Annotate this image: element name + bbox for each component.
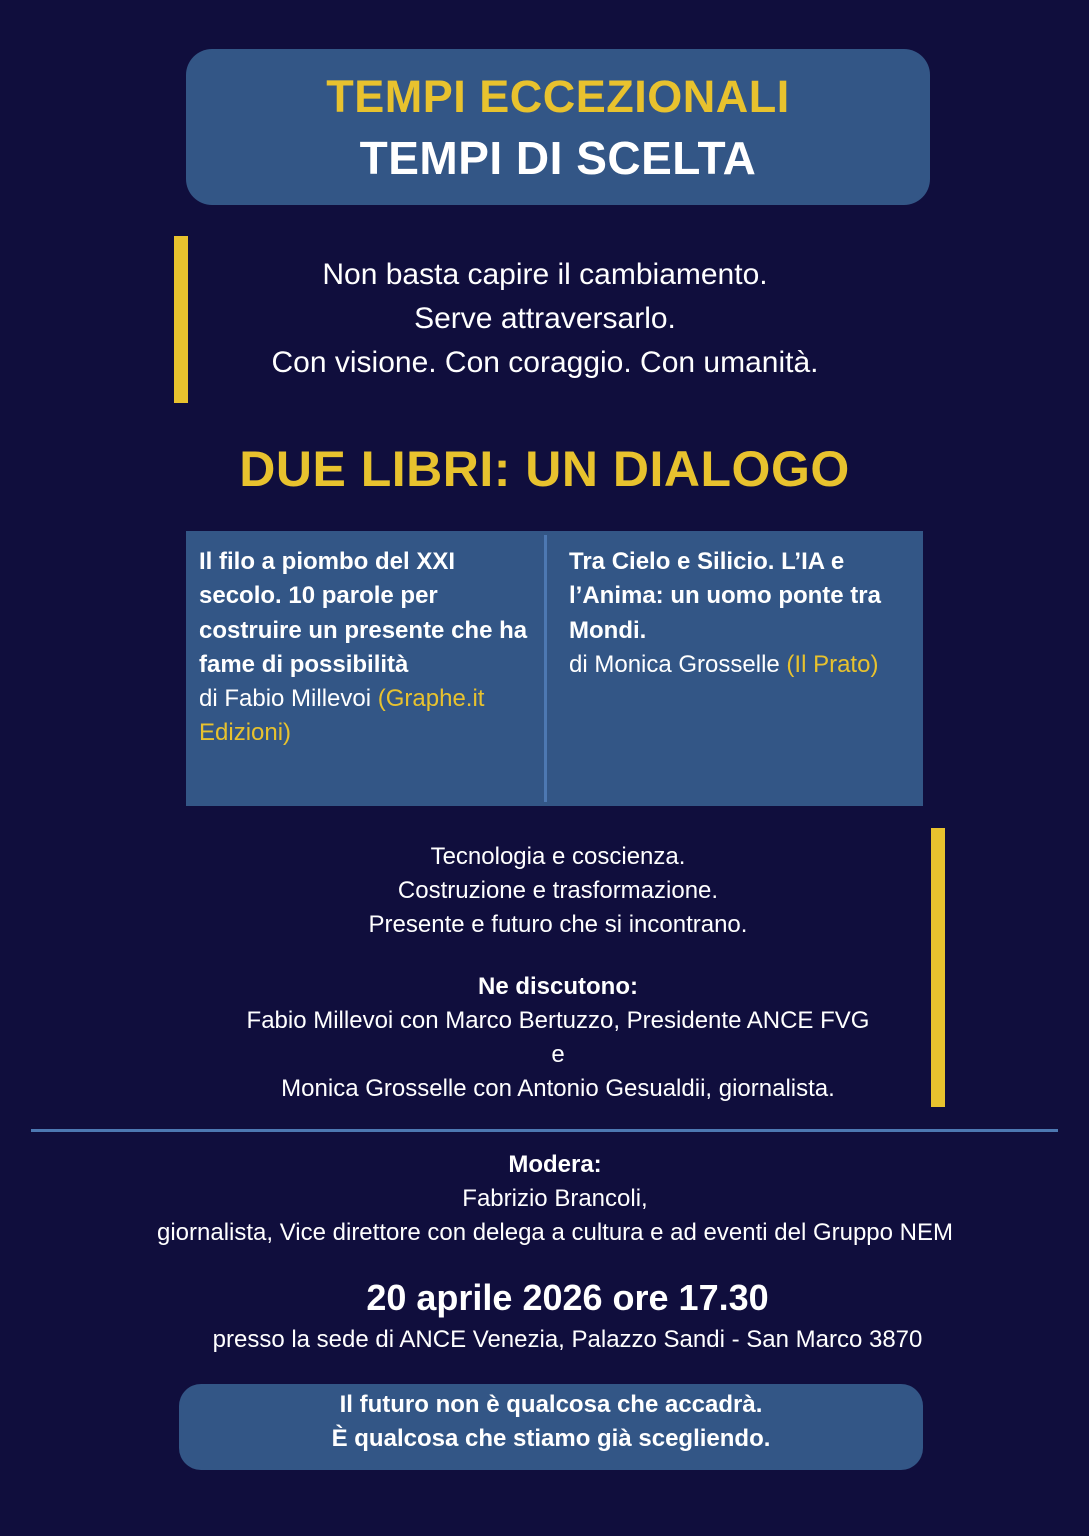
intro-line: Con visione. Con coraggio. Con umanità.: [271, 346, 819, 379]
themes-text: [186, 840, 930, 942]
themes-line: Tecnologia e coscienza.: [430, 843, 686, 870]
closing-quote-line: È qualcosa che stiamo già scegliendo.: [331, 1425, 771, 1452]
moderator-name: Fabrizio Brancoli,: [462, 1185, 648, 1212]
accent-bar-left: [174, 236, 188, 403]
discussion-line: e: [551, 1041, 565, 1068]
book-publisher: (Il Prato): [786, 650, 879, 678]
header-banner: [186, 49, 930, 205]
intro-line: Non basta capire il cambiamento.: [322, 258, 768, 291]
intro-line: Serve attraversarlo.: [414, 302, 676, 335]
header-title-line2: TEMPI DI SCELTA: [359, 132, 757, 184]
discussion-heading: Ne discutono:: [478, 973, 638, 1000]
book-author: di Fabio Millevoi: [199, 685, 372, 713]
discussion-line: Monica Grosselle con Antonio Gesualdii, giornalista.: [281, 1075, 835, 1102]
header-title-line1: TEMPI ECCEZIONALI: [326, 71, 790, 122]
discussion-block: [186, 970, 930, 1106]
book-author: di Monica Grosselle: [569, 650, 780, 678]
books-divider: [544, 535, 547, 802]
book-card-left: [199, 545, 534, 751]
intro-text: [230, 253, 860, 385]
book-card-right: [569, 545, 914, 682]
book-publisher: (Graphe.it Edizioni): [199, 685, 485, 747]
moderator-role: giornalista, Vice direttore con delega a cultura e ad eventi del Gruppo NEM: [156, 1219, 954, 1246]
event-venue: presso la sede di ANCE Venezia, Palazzo Sandi - San Marco 3870: [212, 1326, 923, 1353]
event-date: 20 aprile 2026 ore 17.30: [366, 1277, 769, 1318]
book-title: Il filo a piombo del XXI secolo. 10 parole per costruire un presente che ha fame di possibilità: [199, 548, 528, 678]
discussion-line: Fabio Millevoi con Marco Bertuzzo, Presidente ANCE FVG: [246, 1007, 870, 1034]
themes-line: Presente e futuro che si incontrano.: [368, 911, 748, 938]
moderator-block: [0, 1148, 1089, 1250]
closing-quote-line: Il futuro non è qualcosa che accadrà.: [339, 1391, 763, 1418]
themes-line: Costruzione e trasformazione.: [397, 877, 719, 904]
moderator-heading: Modera:: [508, 1151, 602, 1178]
book-title: Tra Cielo e Silicio. L’IA e l’Anima: un uomo ponte tra Mondi.: [569, 548, 881, 644]
horizontal-divider: [31, 1129, 1058, 1132]
closing-quote: [179, 1388, 923, 1456]
section-title: DUE LIBRI: UN DIALOGO: [239, 441, 850, 497]
accent-bar-right: [931, 828, 945, 1107]
